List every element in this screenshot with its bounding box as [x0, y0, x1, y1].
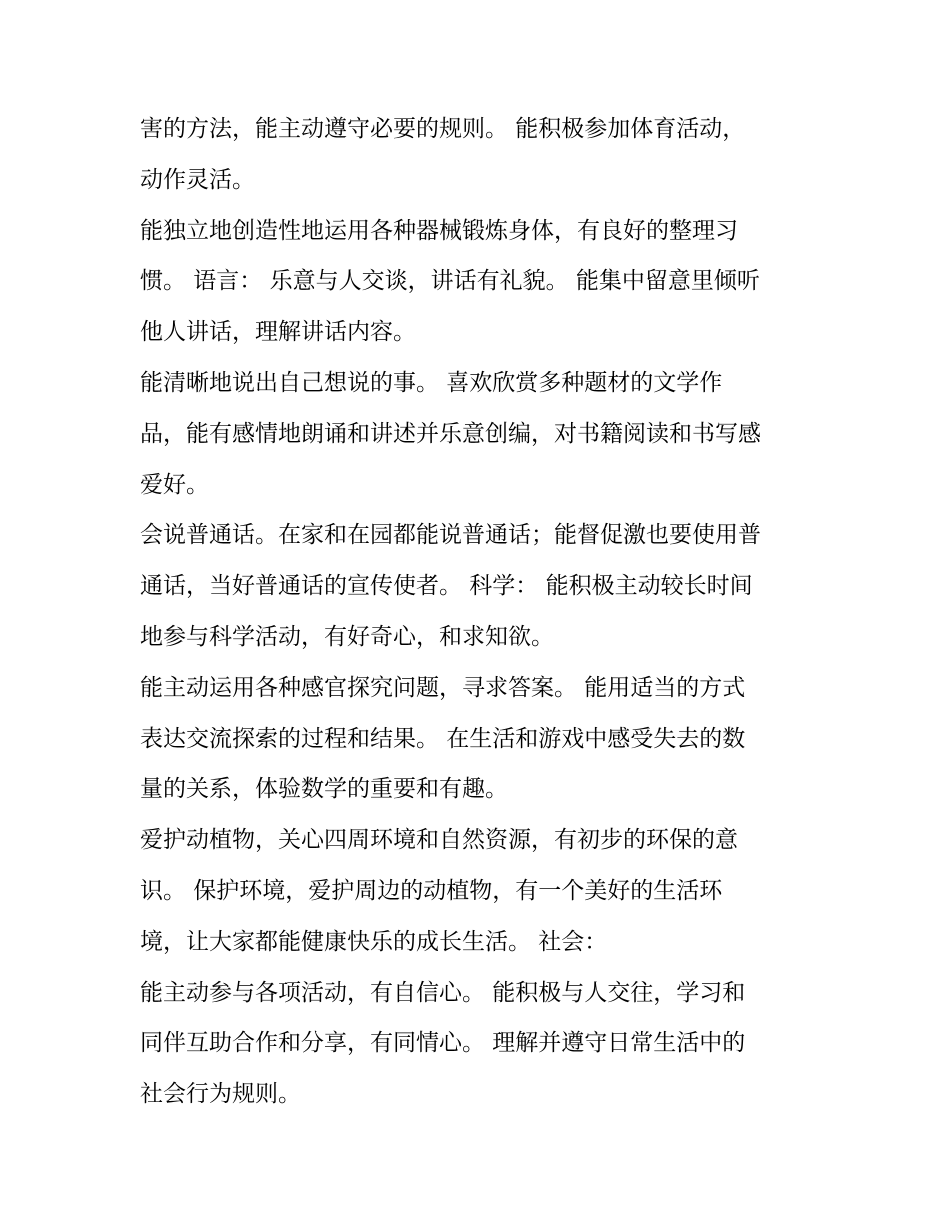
text-line: 同伴互助合作和分享，有同情心。 理解并遵守日常生活中的 — [140, 1030, 746, 1057]
text-line: 通话，当好普通话的宣传使者。 科学： 能积极主动较长时间 — [140, 573, 753, 600]
text-line: 能主动运用各种感官探究问题，寻求答案。 能用适当的方式 — [140, 674, 746, 701]
text-line: 会说普通话。在家和在园都能说普通话；能督促激也要使用普 — [140, 522, 761, 549]
text-line: 表达交流探索的过程和结果。 在生活和游戏中感受失去的数 — [140, 725, 746, 752]
text-line: 能清晰地说出自己想说的事。 喜欢欣赏多种题材的文学作 — [140, 369, 723, 396]
text-line: 他人讲话，理解讲话内容。 — [140, 319, 416, 346]
text-line: 量的关系，体验数学的重要和有趣。 — [140, 776, 508, 803]
text-line: 品，能有感情地朗诵和讲述并乐意创编，对书籍阅读和书写感 — [140, 420, 761, 447]
text-line: 社会行为规则。 — [140, 1081, 301, 1108]
text-line: 爱护动植物，关心四周环境和自然资源，有初步的环保的意 — [140, 827, 738, 854]
text-line: 能主动参与各项活动，有自信心。 能积极与人交往，学习和 — [140, 979, 746, 1006]
document-body — [140, 104, 820, 1120]
text-line: 地参与科学活动，有好奇心，和求知欲。 — [140, 623, 554, 650]
text-line: 境，让大家都能健康快乐的成长生活。 社会： — [140, 928, 608, 955]
text-line: 能独立地创造性地运用各种器械锻炼身体，有良好的整理习 — [140, 217, 738, 244]
text-line: 害的方法，能主动遵守必要的规则。 能积极参加体育活动， — [140, 116, 746, 142]
text-line: 爱好。 — [140, 471, 209, 498]
text-line: 动作灵活。 — [140, 166, 255, 193]
text-line: 惯。 语言： 乐意与人交谈，讲话有礼貌。 能集中留意里倾听 — [140, 268, 760, 295]
text-line: 识。 保护环境，爱护周边的动植物，有一个美好的生活环 — [140, 877, 723, 904]
